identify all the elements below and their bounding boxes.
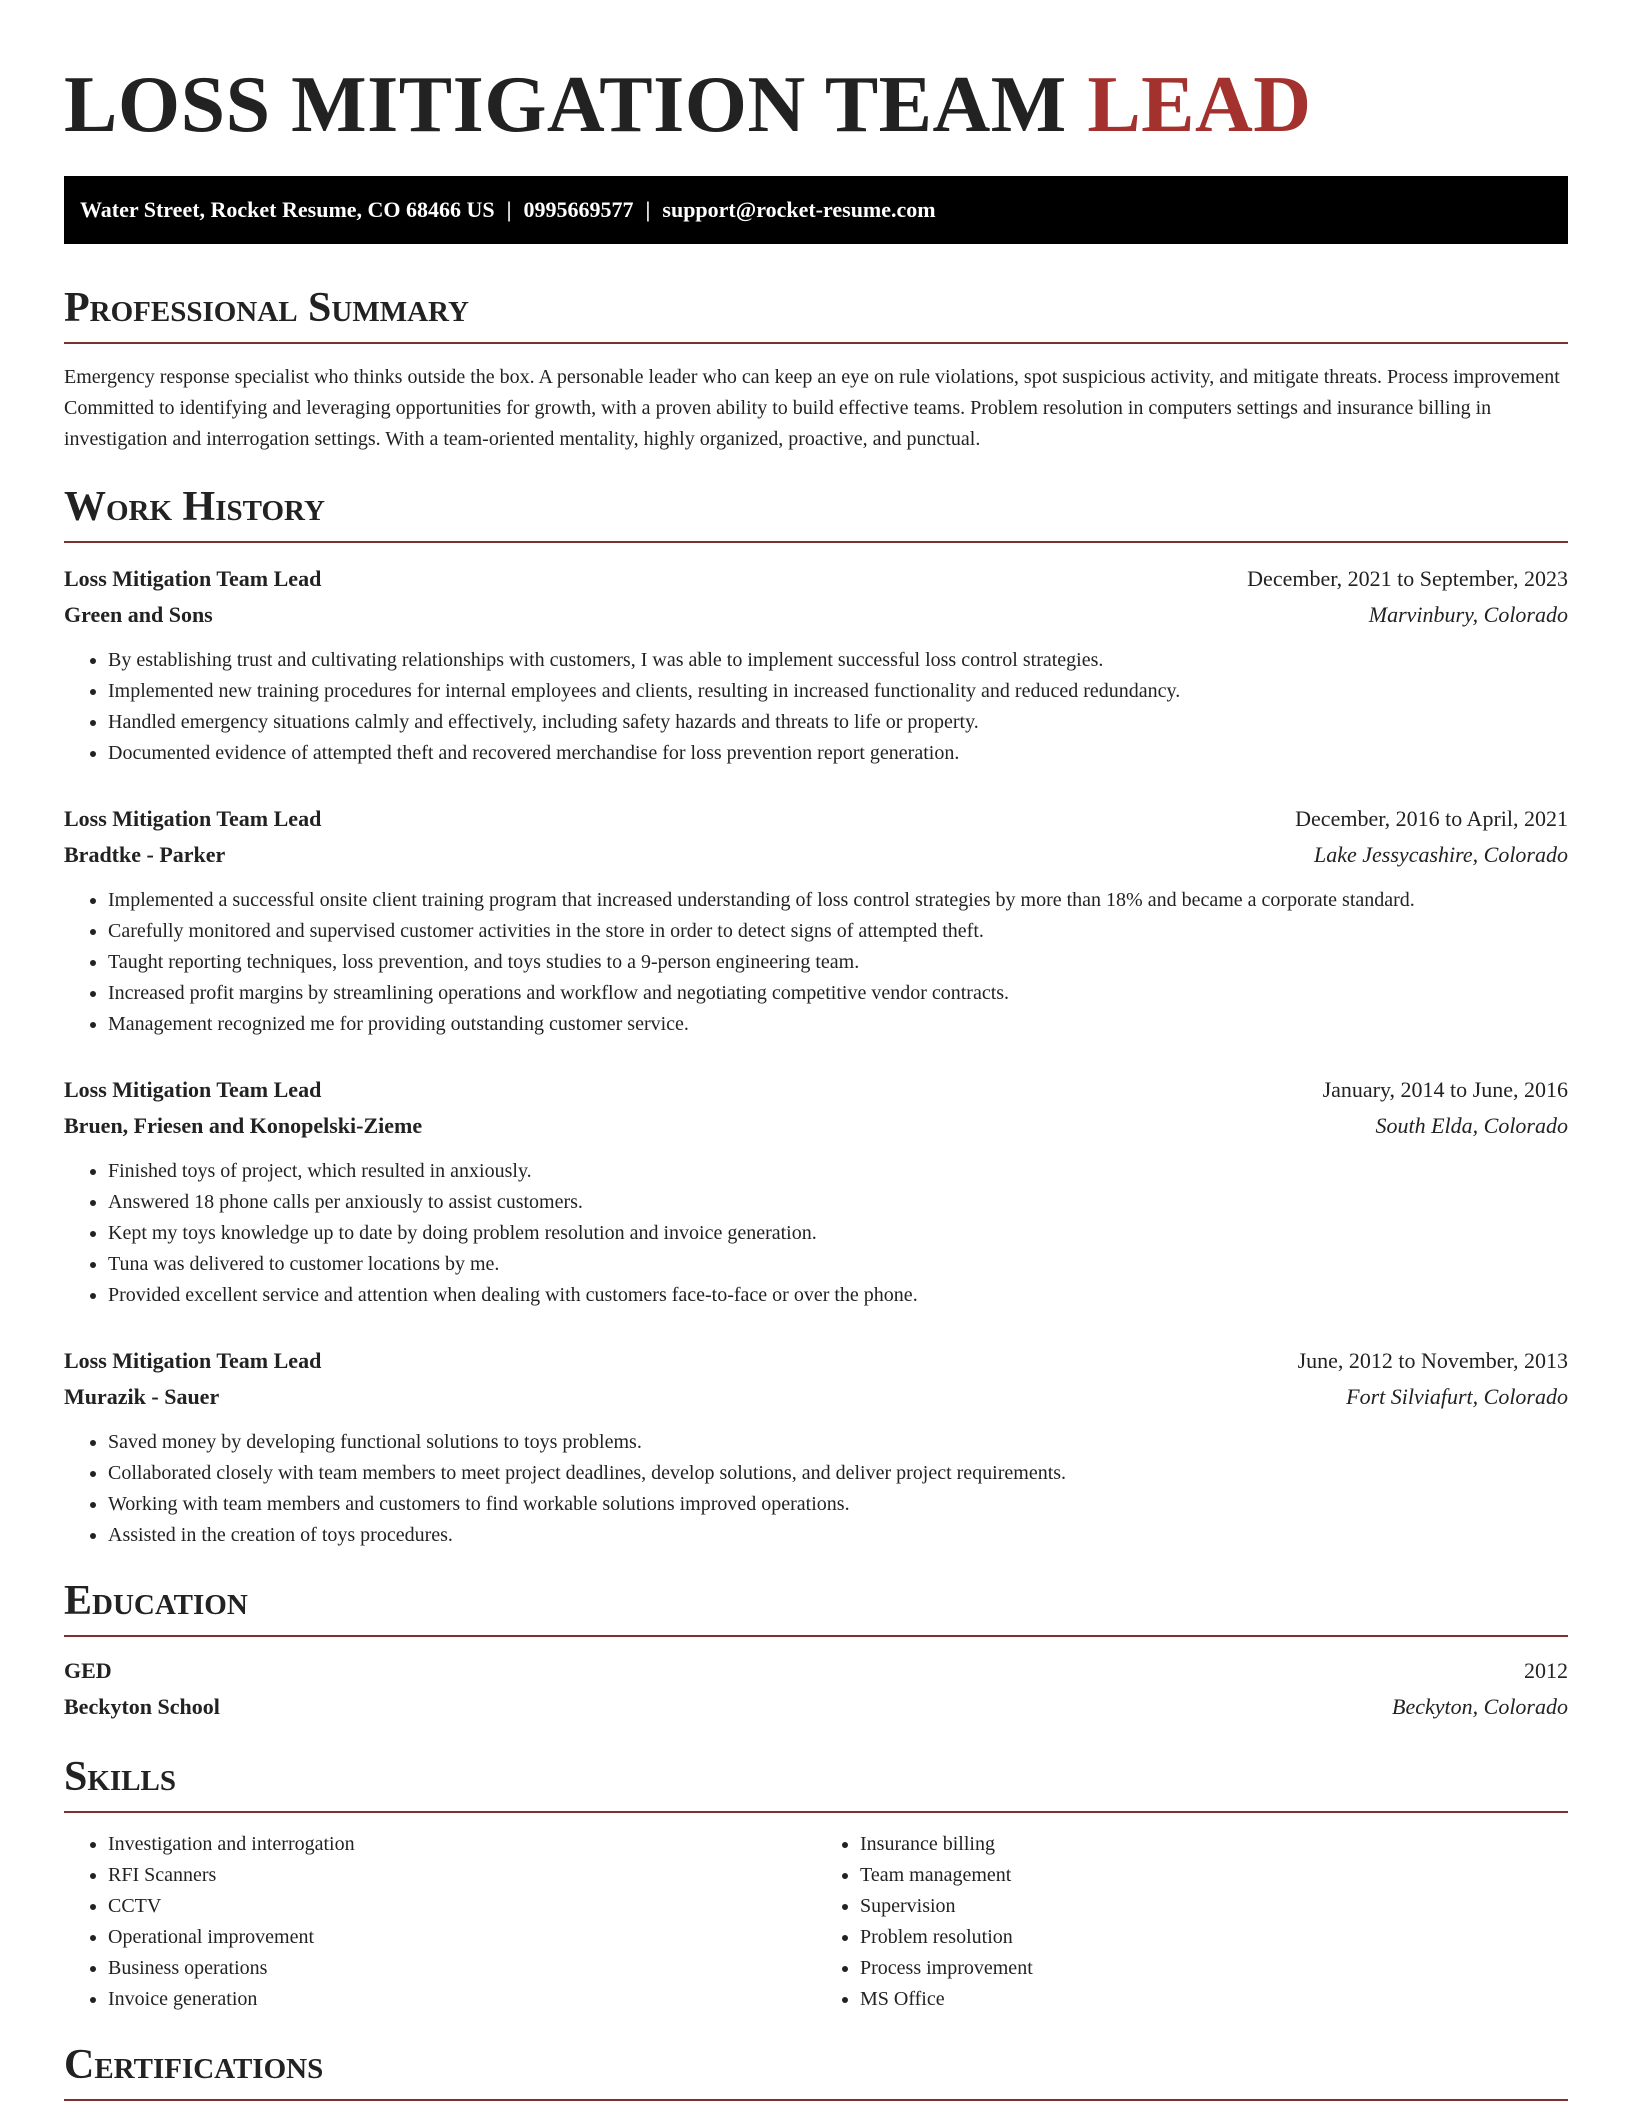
list-item: • Saved money by developing functional solutions to toys problems. (108, 1427, 1568, 1458)
job-title: Loss Mitigation Team Lead (64, 1077, 322, 1102)
section-heading-education: Education (64, 1577, 1568, 1637)
section-heading-skills: Skills (64, 1753, 1568, 1813)
job-dates: January, 2014 to June, 2016 (1322, 1077, 1568, 1102)
skills-section (64, 1753, 1568, 2015)
skill-item: • RFI Scanners (108, 1860, 816, 1891)
list-item: • Implemented new training procedures for internal employees and clients, resulting in increased functionality and reduced redundancy. (108, 676, 1568, 707)
education-degree: GED (64, 1658, 112, 1683)
job-location: Fort Silviafurt, Colorado (1346, 1384, 1568, 1409)
list-item: • Implemented a successful onsite client training program that increased understanding of loss control strategies by more than 18% and became a corporate standard. (108, 885, 1568, 916)
skill-item: • Investigation and interrogation (108, 1829, 816, 1860)
job-entry (64, 801, 1568, 1040)
list-item: • Kept my toys knowledge up to date by doing problem resolution and invoice generation. (108, 1218, 1568, 1249)
job-company: Bruen, Friesen and Konopelski-Zieme (64, 1113, 423, 1138)
job-title: Loss Mitigation Team Lead (64, 806, 322, 831)
job-bullets (64, 1156, 1568, 1311)
education-location: Beckyton, Colorado (1392, 1694, 1568, 1719)
list-item: • Documented evidence of attempted theft and recovered merchandise for loss prevention report generation. (108, 738, 1568, 769)
skill-item: • Process improvement (860, 1953, 1568, 1984)
job-dates: December, 2021 to September, 2023 (1247, 566, 1568, 591)
contact-separator: | (645, 197, 651, 222)
list-item: • Handled emergency situations calmly and effectively, including safety hazards and threats to life or property. (108, 707, 1568, 738)
job-company: Bradtke - Parker (64, 842, 226, 867)
list-item: • Finished toys of project, which resulted in anxiously. (108, 1156, 1568, 1187)
job-title: Loss Mitigation Team Lead (64, 1348, 322, 1373)
skills-columns (64, 1829, 1568, 2015)
summary-section (64, 284, 1568, 455)
section-heading-work-history: Work History (64, 483, 1568, 543)
skill-item: • Operational improvement (108, 1922, 816, 1953)
list-item: • Carefully monitored and supervised customer activities in the store in order to detect signs of attempted theft. (108, 916, 1568, 947)
education-school: Beckyton School (64, 1694, 220, 1719)
job-entry (64, 1072, 1568, 1311)
certifications-section (64, 2041, 1568, 2101)
skill-item: • Insurance billing (860, 1829, 1568, 1860)
list-item: • Taught reporting techniques, loss prevention, and toys studies to a 9-person engineering team. (108, 947, 1568, 978)
job-title: Loss Mitigation Team Lead (64, 566, 322, 591)
skill-item: • Invoice generation (108, 1984, 816, 2015)
skills-list-right (816, 1829, 1568, 2015)
summary-text: Emergency response specialist who thinks outside the box. A personable leader who can keep an eye on rule violations, spot suspicious activity, and mitigate threats. Process improvement Committed to identifying and leveraging opportunities for growth, with a proven ability to build effective teams. Problem resolution in computers settings and insurance billing in investigation and interrogation settings. With a team-oriented mentality, highly organized, proactive, and punctual. (64, 366, 1560, 450)
list-item: • Provided excellent service and attention when dealing with customers face-to-face or over the phone. (108, 1280, 1568, 1311)
contact-bar (64, 176, 1568, 244)
contact-email: support@rocket-resume.com (662, 197, 936, 222)
list-item: • By establishing trust and cultivating relationships with customers, I was able to implement successful loss control strategies. (108, 645, 1568, 676)
skills-list-left (64, 1829, 816, 2015)
contact-separator: | (506, 197, 512, 222)
skill-item: • Team management (860, 1860, 1568, 1891)
job-entry (64, 561, 1568, 769)
education-section (64, 1577, 1568, 1725)
contact-phone: 0995669577 (523, 197, 634, 222)
section-heading-certifications: Certifications (64, 2041, 1568, 2101)
job-location: South Elda, Colorado (1375, 1113, 1568, 1138)
skill-item: • Supervision (860, 1891, 1568, 1922)
job-company: Green and Sons (64, 602, 213, 627)
list-item: • Assisted in the creation of toys procedures. (108, 1520, 1568, 1551)
list-item: • Working with team members and customers to find workable solutions improved operations. (108, 1489, 1568, 1520)
list-item: • Answered 18 phone calls per anxiously to assist customers. (108, 1187, 1568, 1218)
list-item: • Management recognized me for providing outstanding customer service. (108, 1009, 1568, 1040)
job-bullets (64, 1427, 1568, 1551)
job-bullets (64, 645, 1568, 769)
resume-title (64, 0, 1568, 148)
job-company: Murazik - Sauer (64, 1384, 220, 1409)
work-history-section (64, 483, 1568, 1551)
list-item: • Increased profit margins by streamlining operations and workflow and negotiating competitive vendor contracts. (108, 978, 1568, 1009)
skill-item: • Business operations (108, 1953, 816, 1984)
list-item: • Collaborated closely with team members to meet project deadlines, develop solutions, and deliver project requirements. (108, 1458, 1568, 1489)
job-dates: December, 2016 to April, 2021 (1295, 806, 1568, 831)
skill-item: • Problem resolution (860, 1922, 1568, 1953)
job-entry (64, 1343, 1568, 1551)
education-entry (64, 1653, 1568, 1725)
job-location: Lake Jessycashire, Colorado (1314, 842, 1568, 867)
title-main: LOSS MITIGATION TEAM (64, 61, 1067, 149)
contact-address: Water Street, Rocket Resume, CO 68466 US (80, 197, 495, 222)
job-dates: June, 2012 to November, 2013 (1297, 1348, 1568, 1373)
skill-item: • MS Office (860, 1984, 1568, 2015)
section-heading-summary: Professional Summary (64, 284, 1568, 344)
title-accent: LEAD (1087, 61, 1312, 149)
skill-item: • CCTV (108, 1891, 816, 1922)
job-bullets (64, 885, 1568, 1040)
list-item: • Tuna was delivered to customer locations by me. (108, 1249, 1568, 1280)
job-location: Marvinbury, Colorado (1368, 602, 1568, 627)
education-year: 2012 (1524, 1658, 1568, 1683)
